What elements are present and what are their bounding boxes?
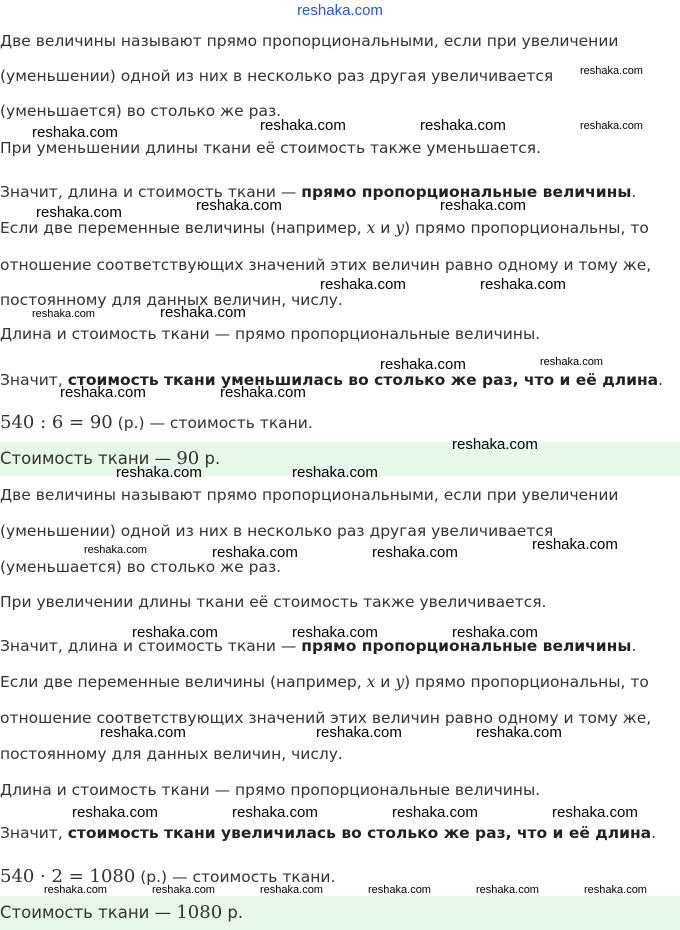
property-text-a: Если две переменные величины (например, bbox=[0, 219, 367, 237]
watermark: reshaka.com bbox=[372, 544, 458, 561]
variable-x: x bbox=[366, 219, 376, 237]
watermark: reshaka.com bbox=[420, 117, 506, 134]
result-suffix: . bbox=[651, 824, 657, 842]
watermark: reshaka.com bbox=[72, 804, 158, 821]
answer-value: 1080 bbox=[176, 902, 223, 923]
answer-line bbox=[0, 896, 243, 930]
and-text: и bbox=[375, 673, 396, 691]
watermark: reshaka.com bbox=[476, 884, 539, 896]
watermark: reshaka.com bbox=[292, 624, 378, 641]
calculation-formula: 540 : 6 = 90 bbox=[0, 412, 113, 433]
watermark: reshaka.com bbox=[320, 276, 406, 293]
watermark: reshaka.com bbox=[292, 464, 378, 481]
definition-line-2: (уменьшении) одной из них в несколько раз другая увеличивается bbox=[0, 67, 554, 85]
conclusion-prefix: Значит, длина и стоимость ткани — bbox=[0, 637, 302, 655]
watermark: reshaka.com bbox=[160, 304, 246, 321]
answer-box bbox=[0, 896, 680, 930]
watermark: reshaka.com bbox=[380, 356, 466, 373]
watermark: reshaka.com bbox=[452, 624, 538, 641]
watermark: reshaka.com bbox=[584, 884, 647, 896]
watermark: reshaka.com bbox=[84, 544, 147, 556]
watermark: reshaka.com bbox=[152, 884, 215, 896]
watermark: reshaka.com bbox=[44, 884, 107, 896]
watermark: reshaka.com bbox=[100, 724, 186, 741]
calculation-formula: 540 · 2 = 1080 bbox=[0, 866, 136, 887]
watermark: reshaka.com bbox=[532, 536, 618, 553]
conclusion-bold: прямо пропорциональные величины bbox=[301, 183, 632, 201]
watermark: reshaka.com bbox=[116, 464, 202, 481]
answer-value: 90 bbox=[176, 448, 200, 469]
property-line-1 bbox=[0, 672, 649, 692]
calculation-text: (р.) — стоимость ткани. bbox=[135, 868, 336, 886]
conclusion-suffix: . bbox=[631, 183, 637, 201]
result-bold: стоимость ткани уменьшилась во столько же раз, что и её длина bbox=[67, 371, 659, 389]
watermark: reshaka.com bbox=[392, 804, 478, 821]
restate-line: Длина и стоимость ткани — прямо пропорциональные величины. bbox=[0, 781, 541, 799]
watermark: reshaka.com bbox=[32, 308, 95, 320]
watermark: reshaka.com bbox=[440, 197, 526, 214]
property-line-1 bbox=[0, 218, 649, 238]
watermark: reshaka.com bbox=[540, 356, 603, 368]
watermark: reshaka.com bbox=[476, 724, 562, 741]
definition-line-3: (уменьшается) во столько же раз. bbox=[0, 102, 282, 120]
watermark: reshaka.com bbox=[60, 384, 146, 401]
definition-line-2: (уменьшении) одной из них в несколько раз другая увеличивается bbox=[0, 522, 554, 540]
answer-prefix: Стоимость ткани — bbox=[0, 903, 177, 922]
conclusion-bold: прямо пропорциональные величины bbox=[301, 637, 632, 655]
watermark: reshaka.com bbox=[132, 624, 218, 641]
variable-x: x bbox=[366, 673, 376, 691]
conclusion-suffix: . bbox=[631, 637, 637, 655]
property-line-3: постоянному для данных величин, числу. bbox=[0, 291, 343, 309]
answer-suffix: р. bbox=[199, 449, 221, 468]
watermark: reshaka.com bbox=[480, 276, 566, 293]
result-suffix: . bbox=[658, 371, 664, 389]
property-text-a: Если две переменные величины (например, bbox=[0, 673, 367, 691]
fact-line: При увеличении длины ткани её стоимость также увеличивается. bbox=[0, 593, 547, 611]
conclusion-line bbox=[0, 182, 636, 202]
result-bold: стоимость ткани увеличилась во столько же раз, что и её длина bbox=[67, 824, 652, 842]
watermark: reshaka.com bbox=[552, 804, 638, 821]
result-prefix: Значит, bbox=[0, 371, 68, 389]
result-line bbox=[0, 823, 656, 843]
watermark: reshaka.com bbox=[212, 544, 298, 561]
watermark: reshaka.com bbox=[32, 124, 118, 141]
definition-line-1: Две величины называют прямо пропорциональными, если при увеличении bbox=[0, 486, 619, 504]
watermark: reshaka.com bbox=[260, 117, 346, 134]
definition-line-1: Две величины называют прямо пропорциональными, если при увеличении bbox=[0, 32, 619, 50]
definition-line-3: (уменьшается) во столько же раз. bbox=[0, 558, 282, 576]
watermark: reshaka.com bbox=[196, 197, 282, 214]
watermark: reshaka.com bbox=[452, 436, 538, 453]
watermark: reshaka.com bbox=[580, 120, 643, 132]
property-line-2: отношение соответствующих значений этих величин равно одному и тому же, bbox=[0, 709, 652, 727]
answer-suffix: р. bbox=[222, 903, 244, 922]
watermark: reshaka.com bbox=[232, 804, 318, 821]
restate-line: Длина и стоимость ткани — прямо пропорциональные величины. bbox=[0, 325, 541, 343]
watermark: reshaka.com bbox=[220, 384, 306, 401]
watermark: reshaka.com bbox=[368, 884, 431, 896]
result-prefix: Значит, bbox=[0, 824, 68, 842]
property-text-b: ) прямо пропорциональны, то bbox=[404, 219, 649, 237]
conclusion-prefix: Значит, длина и стоимость ткани — bbox=[0, 183, 302, 201]
watermark: reshaka.com bbox=[36, 204, 122, 221]
fact-line: При уменьшении длины ткани её стоимость также уменьшается. bbox=[0, 139, 542, 157]
watermark: reshaka.com bbox=[580, 65, 643, 77]
calculation-line bbox=[0, 413, 313, 433]
calculation-text: (р.) — стоимость ткани. bbox=[112, 414, 313, 432]
watermark: reshaka.com bbox=[316, 724, 402, 741]
site-header[interactable]: reshaka.com bbox=[297, 2, 383, 19]
variable-y: y bbox=[395, 673, 405, 691]
property-line-3: постоянному для данных величин, числу. bbox=[0, 745, 343, 763]
property-line-2: отношение соответствующих значений этих величин равно одному и тому же, bbox=[0, 256, 652, 274]
variable-y: y bbox=[395, 219, 405, 237]
answer-prefix: Стоимость ткани — bbox=[0, 449, 177, 468]
and-text: и bbox=[375, 219, 396, 237]
watermark: reshaka.com bbox=[260, 884, 323, 896]
property-text-b: ) прямо пропорциональны, то bbox=[404, 673, 649, 691]
